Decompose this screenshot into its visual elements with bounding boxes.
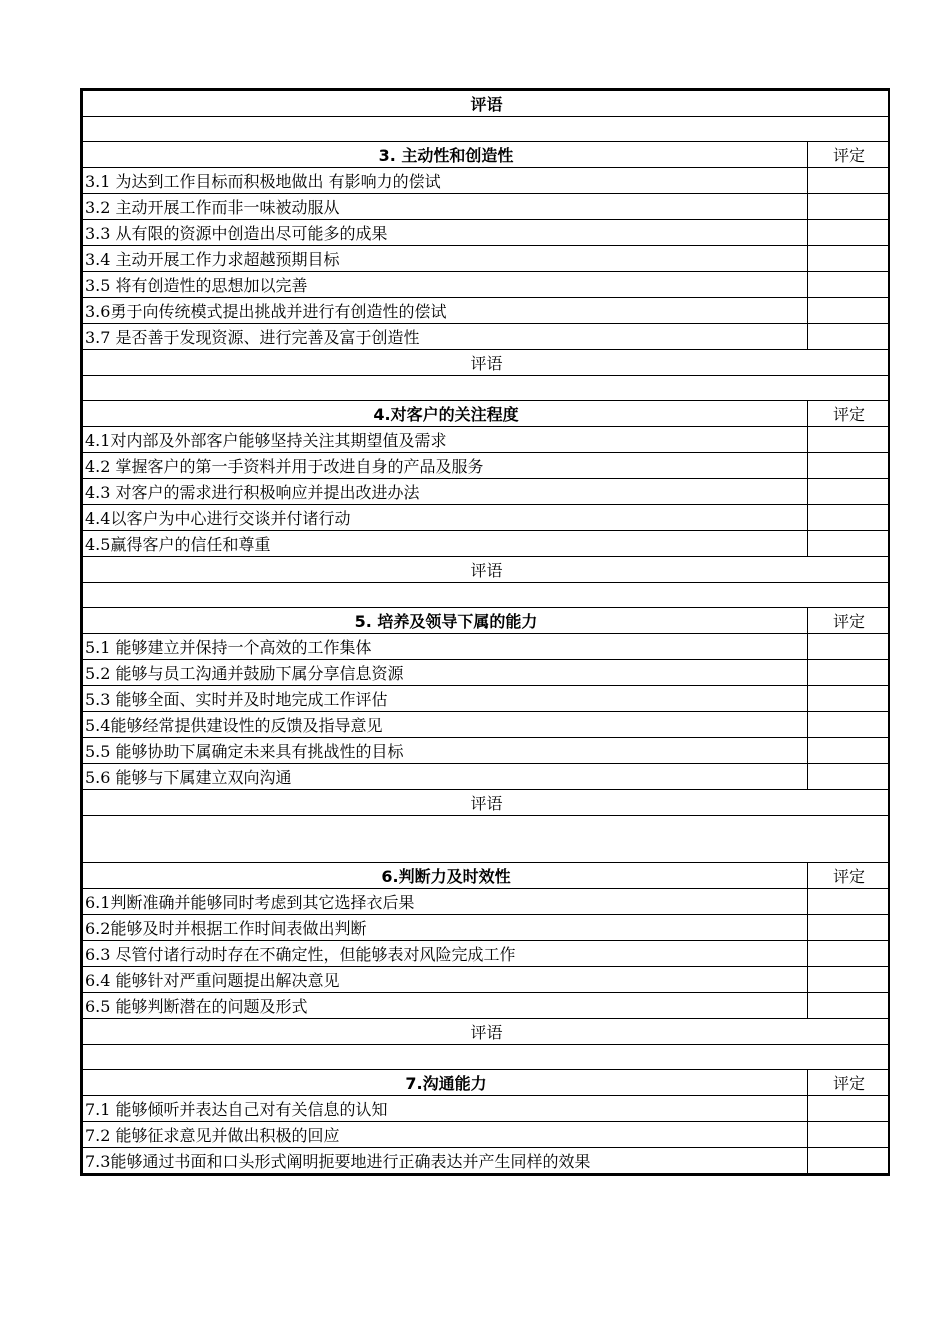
item-row bbox=[83, 660, 889, 686]
rating-cell[interactable] bbox=[808, 915, 889, 941]
section-header-row bbox=[83, 608, 889, 634]
item-row bbox=[83, 738, 889, 764]
item-label: 6.2能够及时并根据工作时间表做出判断 bbox=[83, 915, 808, 941]
rating-cell[interactable] bbox=[808, 967, 889, 993]
item-row bbox=[83, 1096, 889, 1122]
item-row bbox=[83, 1148, 889, 1174]
rating-cell[interactable] bbox=[808, 889, 889, 915]
rating-cell[interactable] bbox=[808, 1122, 889, 1148]
comment-blank-row bbox=[83, 117, 889, 142]
rating-cell[interactable] bbox=[808, 505, 889, 531]
item-label: 5.5 能够协助下属确定未来具有挑战性的目标 bbox=[83, 738, 808, 764]
item-label: 4.1对内部及外部客户能够坚持关注其期望值及需求 bbox=[83, 427, 808, 453]
rating-cell[interactable] bbox=[808, 479, 889, 505]
item-label: 3.1 为达到工作目标而积极地做出 有影响力的偿试 bbox=[83, 168, 808, 194]
rating-cell[interactable] bbox=[808, 764, 889, 790]
item-label: 6.1判断准确并能够同时考虑到其它选择衣后果 bbox=[83, 889, 808, 915]
item-label: 6.4 能够针对严重问题提出解决意见 bbox=[83, 967, 808, 993]
comment-field[interactable] bbox=[83, 816, 889, 863]
rating-cell[interactable] bbox=[808, 660, 889, 686]
comment-header-row bbox=[83, 350, 889, 376]
comment-header-row bbox=[83, 790, 889, 816]
rating-cell[interactable] bbox=[808, 634, 889, 660]
evaluation-form bbox=[80, 88, 890, 1176]
item-row bbox=[83, 298, 889, 324]
rating-cell[interactable] bbox=[808, 531, 889, 557]
item-label: 3.2 主动开展工作而非一味被动服从 bbox=[83, 194, 808, 220]
item-row bbox=[83, 194, 889, 220]
comment-header-row bbox=[83, 557, 889, 583]
comment-field[interactable] bbox=[83, 1045, 889, 1070]
rating-cell[interactable] bbox=[808, 427, 889, 453]
comment-blank-row bbox=[83, 816, 889, 863]
item-row bbox=[83, 967, 889, 993]
item-row bbox=[83, 686, 889, 712]
rating-cell[interactable] bbox=[808, 738, 889, 764]
item-label: 4.3 对客户的需求进行积极响应并提出改进办法 bbox=[83, 479, 808, 505]
comment-label: 评语 bbox=[83, 350, 889, 376]
section-title: 6.判断力及时效性 bbox=[83, 863, 808, 889]
item-label: 5.3 能够全面、实时并及时地完成工作评估 bbox=[83, 686, 808, 712]
item-row bbox=[83, 427, 889, 453]
item-label: 5.1 能够建立并保持一个高效的工作集体 bbox=[83, 634, 808, 660]
section-header-row bbox=[83, 1070, 889, 1096]
item-label: 6.5 能够判断潜在的问题及形式 bbox=[83, 993, 808, 1019]
item-label: 4.4以客户为中心进行交谈并付诸行动 bbox=[83, 505, 808, 531]
item-label: 5.2 能够与员工沟通并鼓励下属分享信息资源 bbox=[83, 660, 808, 686]
item-label: 5.4能够经常提供建设性的反馈及指导意见 bbox=[83, 712, 808, 738]
rating-header: 评定 bbox=[808, 401, 889, 427]
comment-label: 评语 bbox=[83, 557, 889, 583]
section-title: 7.沟通能力 bbox=[83, 1070, 808, 1096]
item-row bbox=[83, 246, 889, 272]
rating-cell[interactable] bbox=[808, 712, 889, 738]
comment-field[interactable] bbox=[83, 117, 889, 142]
section-title: 3. 主动性和创造性 bbox=[83, 142, 808, 168]
rating-cell[interactable] bbox=[808, 298, 889, 324]
item-row bbox=[83, 712, 889, 738]
item-label: 3.6勇于向传统模式提出挑战并进行有创造性的偿试 bbox=[83, 298, 808, 324]
item-label: 7.3能够通过书面和口头形式阐明扼要地进行正确表达并产生同样的效果 bbox=[83, 1148, 808, 1174]
item-row bbox=[83, 168, 889, 194]
rating-header: 评定 bbox=[808, 863, 889, 889]
comment-label: 评语 bbox=[83, 1019, 889, 1045]
item-row bbox=[83, 453, 889, 479]
item-label: 3.7 是否善于发现资源、进行完善及富于创造性 bbox=[83, 324, 808, 350]
section-header-row bbox=[83, 863, 889, 889]
evaluation-table bbox=[82, 90, 889, 1174]
item-label: 6.3 尽管付诸行动时存在不确定性，但能够表对风险完成工作 bbox=[83, 941, 808, 967]
comment-field[interactable] bbox=[83, 583, 889, 608]
comment-label: 评语 bbox=[83, 91, 889, 117]
rating-cell[interactable] bbox=[808, 324, 889, 350]
item-row bbox=[83, 531, 889, 557]
item-row bbox=[83, 1122, 889, 1148]
item-row bbox=[83, 941, 889, 967]
rating-cell[interactable] bbox=[808, 272, 889, 298]
section-header-row bbox=[83, 142, 889, 168]
rating-cell[interactable] bbox=[808, 246, 889, 272]
item-label: 3.4 主动开展工作力求超越预期目标 bbox=[83, 246, 808, 272]
item-row bbox=[83, 505, 889, 531]
comment-label: 评语 bbox=[83, 790, 889, 816]
rating-cell[interactable] bbox=[808, 194, 889, 220]
rating-header: 评定 bbox=[808, 142, 889, 168]
comment-blank-row bbox=[83, 583, 889, 608]
item-row bbox=[83, 272, 889, 298]
item-label: 3.5 将有创造性的思想加以完善 bbox=[83, 272, 808, 298]
section-title: 5. 培养及领导下属的能力 bbox=[83, 608, 808, 634]
comment-blank-row bbox=[83, 376, 889, 401]
item-row bbox=[83, 634, 889, 660]
rating-cell[interactable] bbox=[808, 993, 889, 1019]
section-title: 4.对客户的关注程度 bbox=[83, 401, 808, 427]
item-label: 3.3 从有限的资源中创造出尽可能多的成果 bbox=[83, 220, 808, 246]
rating-cell[interactable] bbox=[808, 686, 889, 712]
rating-cell[interactable] bbox=[808, 941, 889, 967]
rating-header: 评定 bbox=[808, 608, 889, 634]
rating-cell[interactable] bbox=[808, 1148, 889, 1174]
item-label: 7.1 能够倾听并表达自己对有关信息的认知 bbox=[83, 1096, 808, 1122]
item-row bbox=[83, 915, 889, 941]
comment-field[interactable] bbox=[83, 376, 889, 401]
item-row bbox=[83, 479, 889, 505]
comment-header-row bbox=[83, 91, 889, 117]
rating-cell[interactable] bbox=[808, 168, 889, 194]
rating-header: 评定 bbox=[808, 1070, 889, 1096]
comment-blank-row bbox=[83, 1045, 889, 1070]
item-row bbox=[83, 993, 889, 1019]
item-label: 5.6 能够与下属建立双向沟通 bbox=[83, 764, 808, 790]
comment-header-row bbox=[83, 1019, 889, 1045]
rating-cell[interactable] bbox=[808, 453, 889, 479]
item-row bbox=[83, 324, 889, 350]
rating-cell[interactable] bbox=[808, 1096, 889, 1122]
item-label: 4.2 掌握客户的第一手资料并用于改进自身的产品及服务 bbox=[83, 453, 808, 479]
section-header-row bbox=[83, 401, 889, 427]
rating-cell[interactable] bbox=[808, 220, 889, 246]
item-row bbox=[83, 889, 889, 915]
item-label: 4.5赢得客户的信任和尊重 bbox=[83, 531, 808, 557]
item-row bbox=[83, 220, 889, 246]
item-label: 7.2 能够征求意见并做出积极的回应 bbox=[83, 1122, 808, 1148]
item-row bbox=[83, 764, 889, 790]
